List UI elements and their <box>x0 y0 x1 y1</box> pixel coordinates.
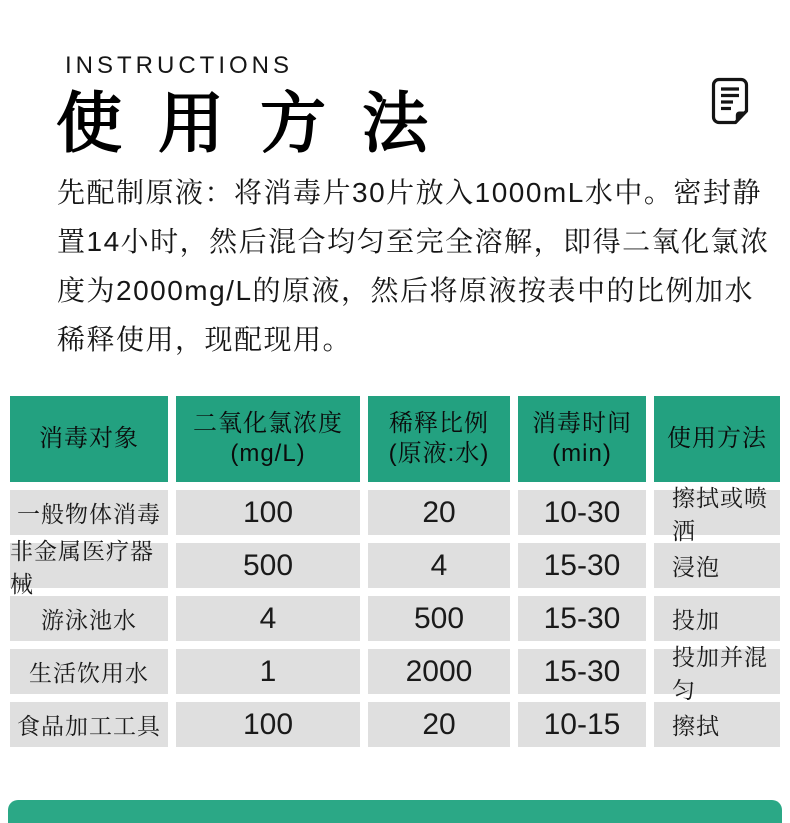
intro-paragraph <box>57 168 770 364</box>
column-header-time <box>518 396 646 482</box>
column-header-concentration <box>176 396 360 482</box>
column-header-title: 使用方法 <box>667 425 767 452</box>
table-cell-method: 投加并混匀 <box>654 649 780 694</box>
table-cell-concentration: 100 <box>176 702 360 747</box>
table-cell-method: 擦拭或喷洒 <box>654 490 780 535</box>
table-cell-target: 食品加工工具 <box>10 702 168 747</box>
table-cell-concentration: 4 <box>176 596 360 641</box>
column-header-dilution-ratio <box>368 396 510 482</box>
table-cell-concentration: 100 <box>176 490 360 535</box>
column-header-title: 消毒时间 <box>532 410 632 437</box>
table-cell-method: 浸泡 <box>654 543 780 588</box>
table-cell-ratio: 2000 <box>368 649 510 694</box>
table-cell-ratio: 500 <box>368 596 510 641</box>
table-cell-time: 10-30 <box>518 490 646 535</box>
intro-line: 度为2000mg/L的原液，然后将原液按表中的比例加水 <box>57 275 755 306</box>
column-header-title: 二氧化氯浓度 <box>193 410 343 437</box>
table-cell-target: 非金属医疗器械 <box>10 543 168 588</box>
page-title: 使用方法 <box>56 86 464 160</box>
next-section-header-bar <box>8 800 782 823</box>
intro-line: 稀释使用，现配现用。 <box>57 324 353 355</box>
section-eyebrow-label: INSTRUCTIONS <box>65 52 293 79</box>
table-cell-time: 15-30 <box>518 596 646 641</box>
note-document-icon <box>710 76 750 126</box>
table-cell-time: 10-15 <box>518 702 646 747</box>
table-cell-ratio: 20 <box>368 490 510 535</box>
table-cell-ratio: 4 <box>368 543 510 588</box>
table-cell-target: 一般物体消毒 <box>10 490 168 535</box>
column-header-subtitle: (原液:水) <box>388 440 490 467</box>
table-cell-target: 游泳池水 <box>10 596 168 641</box>
intro-line: 置14小时，然后混合均匀至完全溶解，即得二氧化氯浓 <box>57 226 770 257</box>
column-header-method <box>654 396 780 482</box>
dilution-table <box>10 396 780 747</box>
table-cell-method: 投加 <box>654 596 780 641</box>
table-cell-target: 生活饮用水 <box>10 649 168 694</box>
table-cell-concentration: 500 <box>176 543 360 588</box>
table-cell-ratio: 20 <box>368 702 510 747</box>
column-header-title: 稀释比例 <box>389 410 489 437</box>
column-header-subtitle: (mg/L) <box>230 440 306 467</box>
column-header-subtitle: (min) <box>552 440 612 467</box>
table-cell-concentration: 1 <box>176 649 360 694</box>
table-cell-method: 擦拭 <box>654 702 780 747</box>
table-cell-time: 15-30 <box>518 649 646 694</box>
column-header-target <box>10 396 168 482</box>
table-cell-time: 15-30 <box>518 543 646 588</box>
column-header-title: 消毒对象 <box>39 425 139 452</box>
intro-line: 先配制原液：将消毒片30片放入1000mL水中。密封静 <box>57 177 762 208</box>
